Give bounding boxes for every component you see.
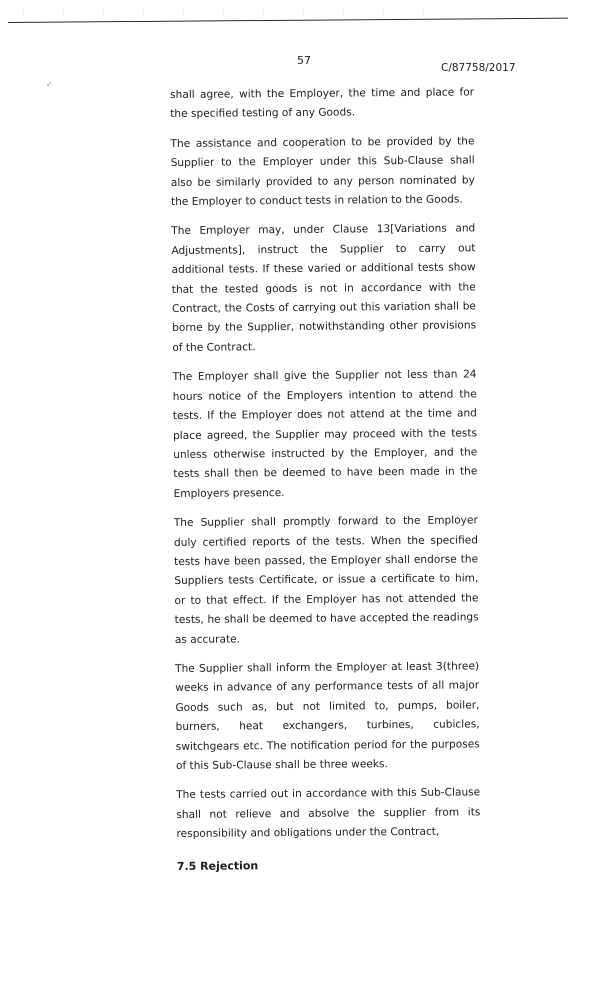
reference-number: C/87758/2017	[441, 62, 516, 74]
paragraph-reports: The Supplier shall promptly forward to the Employer duly certified reports of the tests. When the specified tests have been passed, the Employer shall endorse the Suppliers tests Certificate, or issue a certificate to him, or to that effect. If the Employer has not attended the tests, he shall be deemed to have accepted the readings as accurate.	[173, 514, 479, 646]
paragraph-performance-tests: The Supplier shall inform the Employer at least 3(three) weeks in advance of any performance tests of all major Goods such as, but not limited to, pumps, boiler, burners, heat exchangers, turbines, cubicles, switchgears etc. The notification period for the purposes of this Sub-Clause shall be three weeks.	[175, 660, 480, 772]
paragraph-assistance: The assistance and cooperation to be provided by the Supplier to the Employer under this Sub-Clause shall also be similarly provided to any person nominated by the Employer to conduct tests in relation to the Goods.	[170, 135, 475, 209]
paragraph-additional-tests: The Employer may, under Clause 13[Variations and Adjustments], instruct the Supplier to carry out additional tests. If these varied or additional tests show that the tested goods is not in accordance with the Contract, the Costs of carrying out this variation shall be borne by the Supplier, notwithstanding other provisions of the Contract.	[171, 222, 477, 354]
header-rule	[8, 18, 568, 23]
document-body	[170, 83, 481, 876]
paragraph-obligations: The tests carried out in accordance with this Sub-Clause shall not relieve and absolve the supplier from its responsibility and obligations under the Contract,	[176, 786, 481, 841]
page-number: 57	[297, 54, 311, 67]
scan-artifact	[8, 8, 428, 16]
paragraph-notice: The Employer shall give the Supplier not less than 24 hours notice of the Employers intention to attend the tests. If the Employer does not attend at the time and place agreed, the Supplier may proceed with the tests unless otherwise instructed by the Employer, and the tests shall then be deemed to have been made in the Employers presence.	[172, 368, 478, 500]
margin-mark: ✓	[46, 80, 53, 89]
section-heading: 7.5 Rejection	[176, 858, 259, 873]
paragraph-continuation: shall agree, with the Employer, the time and place for the specified testing of any Goods.	[170, 86, 475, 121]
